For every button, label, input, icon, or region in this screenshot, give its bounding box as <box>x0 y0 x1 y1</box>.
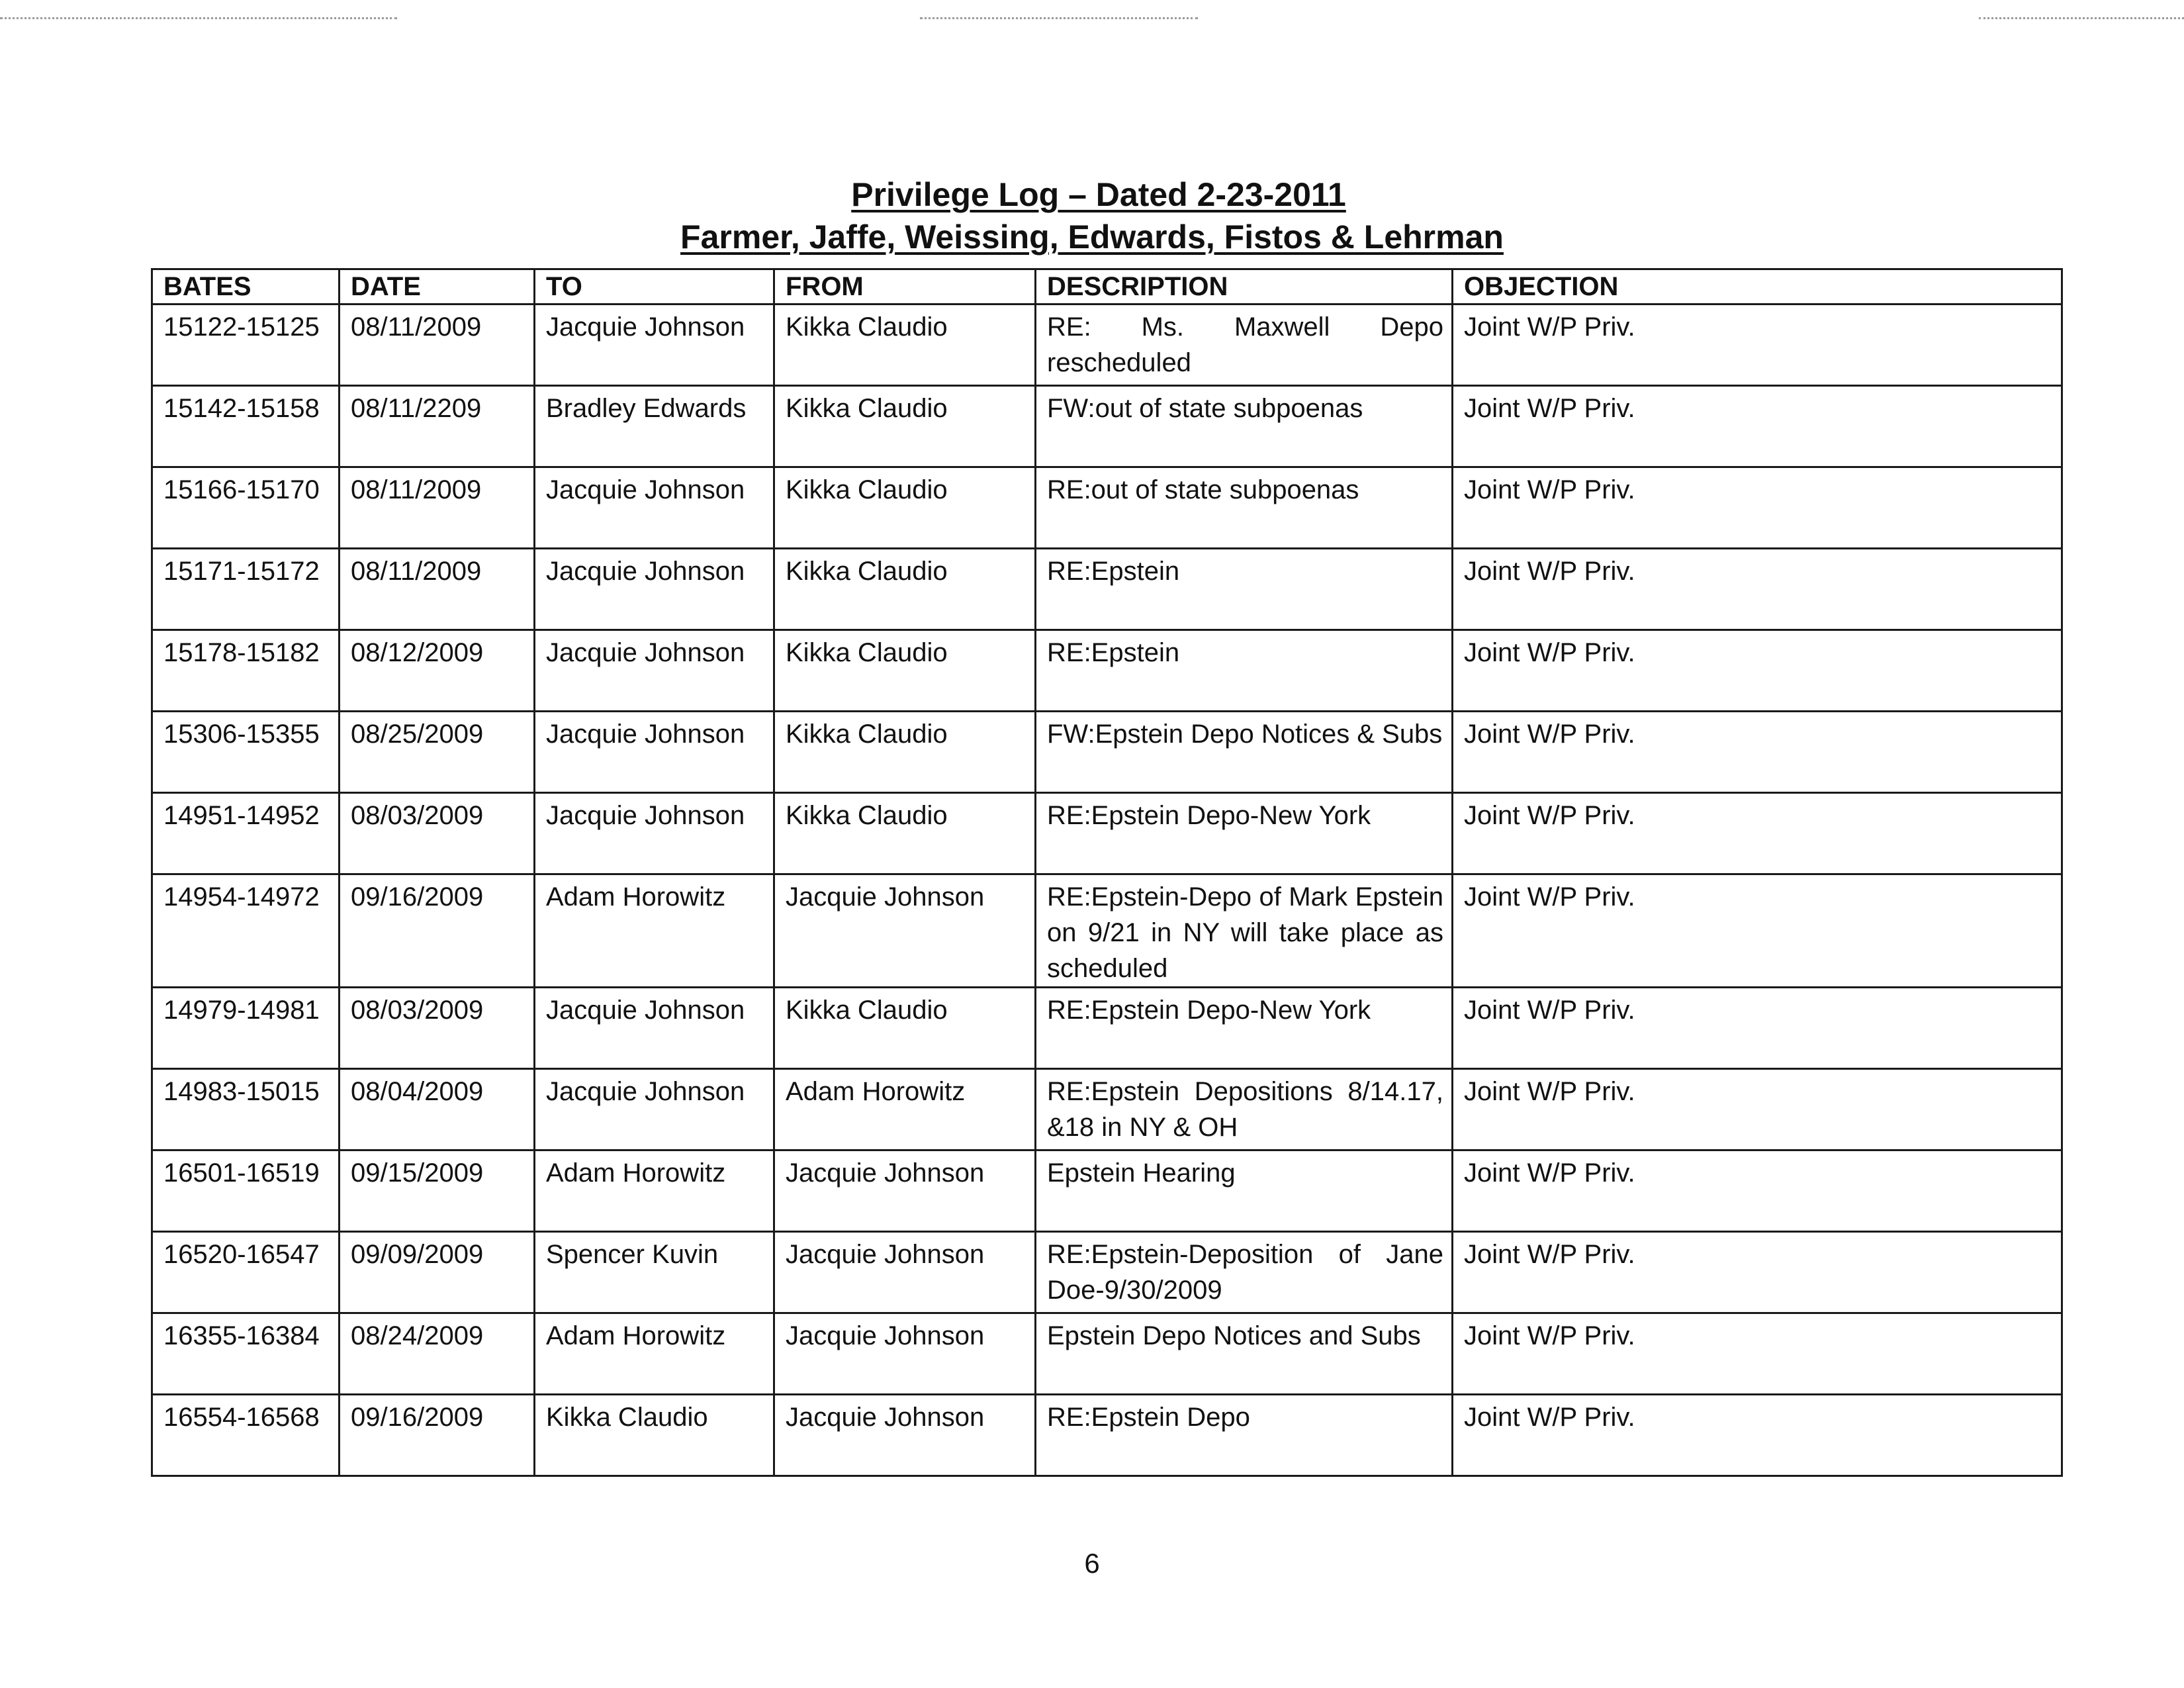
table-row <box>152 549 2062 630</box>
cell-date: 08/25/2009 <box>340 712 535 793</box>
cell-bates: 16554-16568 <box>152 1395 340 1476</box>
table-row <box>152 1069 2062 1150</box>
table-row <box>152 712 2062 793</box>
cell-date: 08/11/2209 <box>340 386 535 467</box>
cell-description: Epstein Depo Notices and Subs <box>1036 1313 1453 1395</box>
table-row <box>152 874 2062 988</box>
cell-description: RE:Epstein <box>1036 549 1453 630</box>
cell-bates: 15178-15182 <box>152 630 340 712</box>
cell-date: 08/12/2009 <box>340 630 535 712</box>
cell-bates: 16355-16384 <box>152 1313 340 1395</box>
cell-bates: 15171-15172 <box>152 549 340 630</box>
cell-to: Jacquie Johnson <box>535 305 774 386</box>
cell-description: RE:Epstein-Depo of Mark Epstein on 9/21 in NY will take place as scheduled <box>1036 874 1453 988</box>
column-header-objection: OBJECTION <box>1453 269 2062 305</box>
cell-to: Kikka Claudio <box>535 1395 774 1476</box>
cell-from: Kikka Claudio <box>774 467 1036 549</box>
cell-objection: Joint W/P Priv. <box>1453 1150 2062 1232</box>
cell-objection: Joint W/P Priv. <box>1453 1313 2062 1395</box>
cell-description: FW:Epstein Depo Notices & Subs <box>1036 712 1453 793</box>
table-row <box>152 305 2062 386</box>
cell-objection: Joint W/P Priv. <box>1453 467 2062 549</box>
cell-to: Adam Horowitz <box>535 874 774 988</box>
cell-bates: 14954-14972 <box>152 874 340 988</box>
cell-date: 08/11/2009 <box>340 549 535 630</box>
column-header-description: DESCRIPTION <box>1036 269 1453 305</box>
cell-description: FW:out of state subpoenas <box>1036 386 1453 467</box>
column-header-from: FROM <box>774 269 1036 305</box>
cell-from: Jacquie Johnson <box>774 1395 1036 1476</box>
document-title: Privilege Log – Dated 2-23-2011 <box>851 176 1346 213</box>
cell-to: Spencer Kuvin <box>535 1232 774 1313</box>
cell-from: Kikka Claudio <box>774 386 1036 467</box>
cell-from: Kikka Claudio <box>774 988 1036 1069</box>
cell-date: 09/09/2009 <box>340 1232 535 1313</box>
table-header-row <box>152 269 2062 305</box>
cell-from: Adam Horowitz <box>774 1069 1036 1150</box>
cell-from: Kikka Claudio <box>774 793 1036 874</box>
cell-objection: Joint W/P Priv. <box>1453 1232 2062 1313</box>
page-number: 6 <box>1084 1548 1100 1579</box>
column-header-bates: BATES <box>152 269 340 305</box>
table-row <box>152 467 2062 549</box>
scan-artifact-center <box>920 17 1198 21</box>
cell-to: Jacquie Johnson <box>535 630 774 712</box>
cell-objection: Joint W/P Priv. <box>1453 1395 2062 1476</box>
cell-objection: Joint W/P Priv. <box>1453 305 2062 386</box>
cell-description: RE:Epstein Depositions 8/14.17, &18 in NY & OH <box>1036 1069 1453 1150</box>
cell-to: Jacquie Johnson <box>535 793 774 874</box>
cell-date: 09/16/2009 <box>340 1395 535 1476</box>
scan-artifact-right <box>1979 17 2184 21</box>
column-header-date: DATE <box>340 269 535 305</box>
cell-date: 08/11/2009 <box>340 305 535 386</box>
cell-date: 08/03/2009 <box>340 988 535 1069</box>
cell-from: Jacquie Johnson <box>774 1150 1036 1232</box>
cell-to: Jacquie Johnson <box>535 549 774 630</box>
cell-date: 09/16/2009 <box>340 874 535 988</box>
cell-to: Bradley Edwards <box>535 386 774 467</box>
cell-description: RE:Epstein Depo-New York <box>1036 988 1453 1069</box>
column-header-to: TO <box>535 269 774 305</box>
cell-description: RE:Epstein <box>1036 630 1453 712</box>
table-row <box>152 793 2062 874</box>
cell-bates: 14979-14981 <box>152 988 340 1069</box>
table-row <box>152 1395 2062 1476</box>
cell-from: Kikka Claudio <box>774 305 1036 386</box>
cell-bates: 15122-15125 <box>152 305 340 386</box>
cell-date: 08/24/2009 <box>340 1313 535 1395</box>
cell-objection: Joint W/P Priv. <box>1453 712 2062 793</box>
table-row <box>152 1313 2062 1395</box>
cell-objection: Joint W/P Priv. <box>1453 1069 2062 1150</box>
table-row <box>152 386 2062 467</box>
cell-description: RE: Ms. Maxwell Depo rescheduled <box>1036 305 1453 386</box>
document-header <box>0 173 2184 258</box>
cell-date: 08/11/2009 <box>340 467 535 549</box>
cell-from: Jacquie Johnson <box>774 1313 1036 1395</box>
table-row <box>152 988 2062 1069</box>
table-row <box>152 1150 2062 1232</box>
cell-to: Adam Horowitz <box>535 1313 774 1395</box>
cell-objection: Joint W/P Priv. <box>1453 549 2062 630</box>
cell-to: Jacquie Johnson <box>535 712 774 793</box>
cell-from: Kikka Claudio <box>774 549 1036 630</box>
cell-from: Kikka Claudio <box>774 712 1036 793</box>
cell-bates: 15306-15355 <box>152 712 340 793</box>
cell-to: Adam Horowitz <box>535 1150 774 1232</box>
cell-description: RE:Epstein-Deposition of Jane Doe-9/30/2009 <box>1036 1232 1453 1313</box>
cell-from: Kikka Claudio <box>774 630 1036 712</box>
cell-bates: 16520-16547 <box>152 1232 340 1313</box>
cell-to: Jacquie Johnson <box>535 467 774 549</box>
cell-objection: Joint W/P Priv. <box>1453 630 2062 712</box>
cell-description: RE:out of state subpoenas <box>1036 467 1453 549</box>
cell-date: 08/03/2009 <box>340 793 535 874</box>
cell-from: Jacquie Johnson <box>774 1232 1036 1313</box>
cell-date: 09/15/2009 <box>340 1150 535 1232</box>
table-row <box>152 1232 2062 1313</box>
cell-objection: Joint W/P Priv. <box>1453 988 2062 1069</box>
cell-bates: 16501-16519 <box>152 1150 340 1232</box>
cell-date: 08/04/2009 <box>340 1069 535 1150</box>
cell-objection: Joint W/P Priv. <box>1453 386 2062 467</box>
scan-artifact-left <box>0 17 397 21</box>
cell-bates: 15142-15158 <box>152 386 340 467</box>
cell-objection: Joint W/P Priv. <box>1453 793 2062 874</box>
cell-bates: 14951-14952 <box>152 793 340 874</box>
table-row <box>152 630 2062 712</box>
cell-description: RE:Epstein Depo <box>1036 1395 1453 1476</box>
cell-description: RE:Epstein Depo-New York <box>1036 793 1453 874</box>
cell-description: Epstein Hearing <box>1036 1150 1453 1232</box>
document-subtitle: Farmer, Jaffe, Weissing, Edwards, Fistos & Lehrman <box>680 218 1504 256</box>
cell-objection: Joint W/P Priv. <box>1453 874 2062 988</box>
cell-to: Jacquie Johnson <box>535 1069 774 1150</box>
privilege-log-table <box>151 268 2063 1477</box>
cell-to: Jacquie Johnson <box>535 988 774 1069</box>
cell-bates: 14983-15015 <box>152 1069 340 1150</box>
cell-from: Jacquie Johnson <box>774 874 1036 988</box>
cell-bates: 15166-15170 <box>152 467 340 549</box>
